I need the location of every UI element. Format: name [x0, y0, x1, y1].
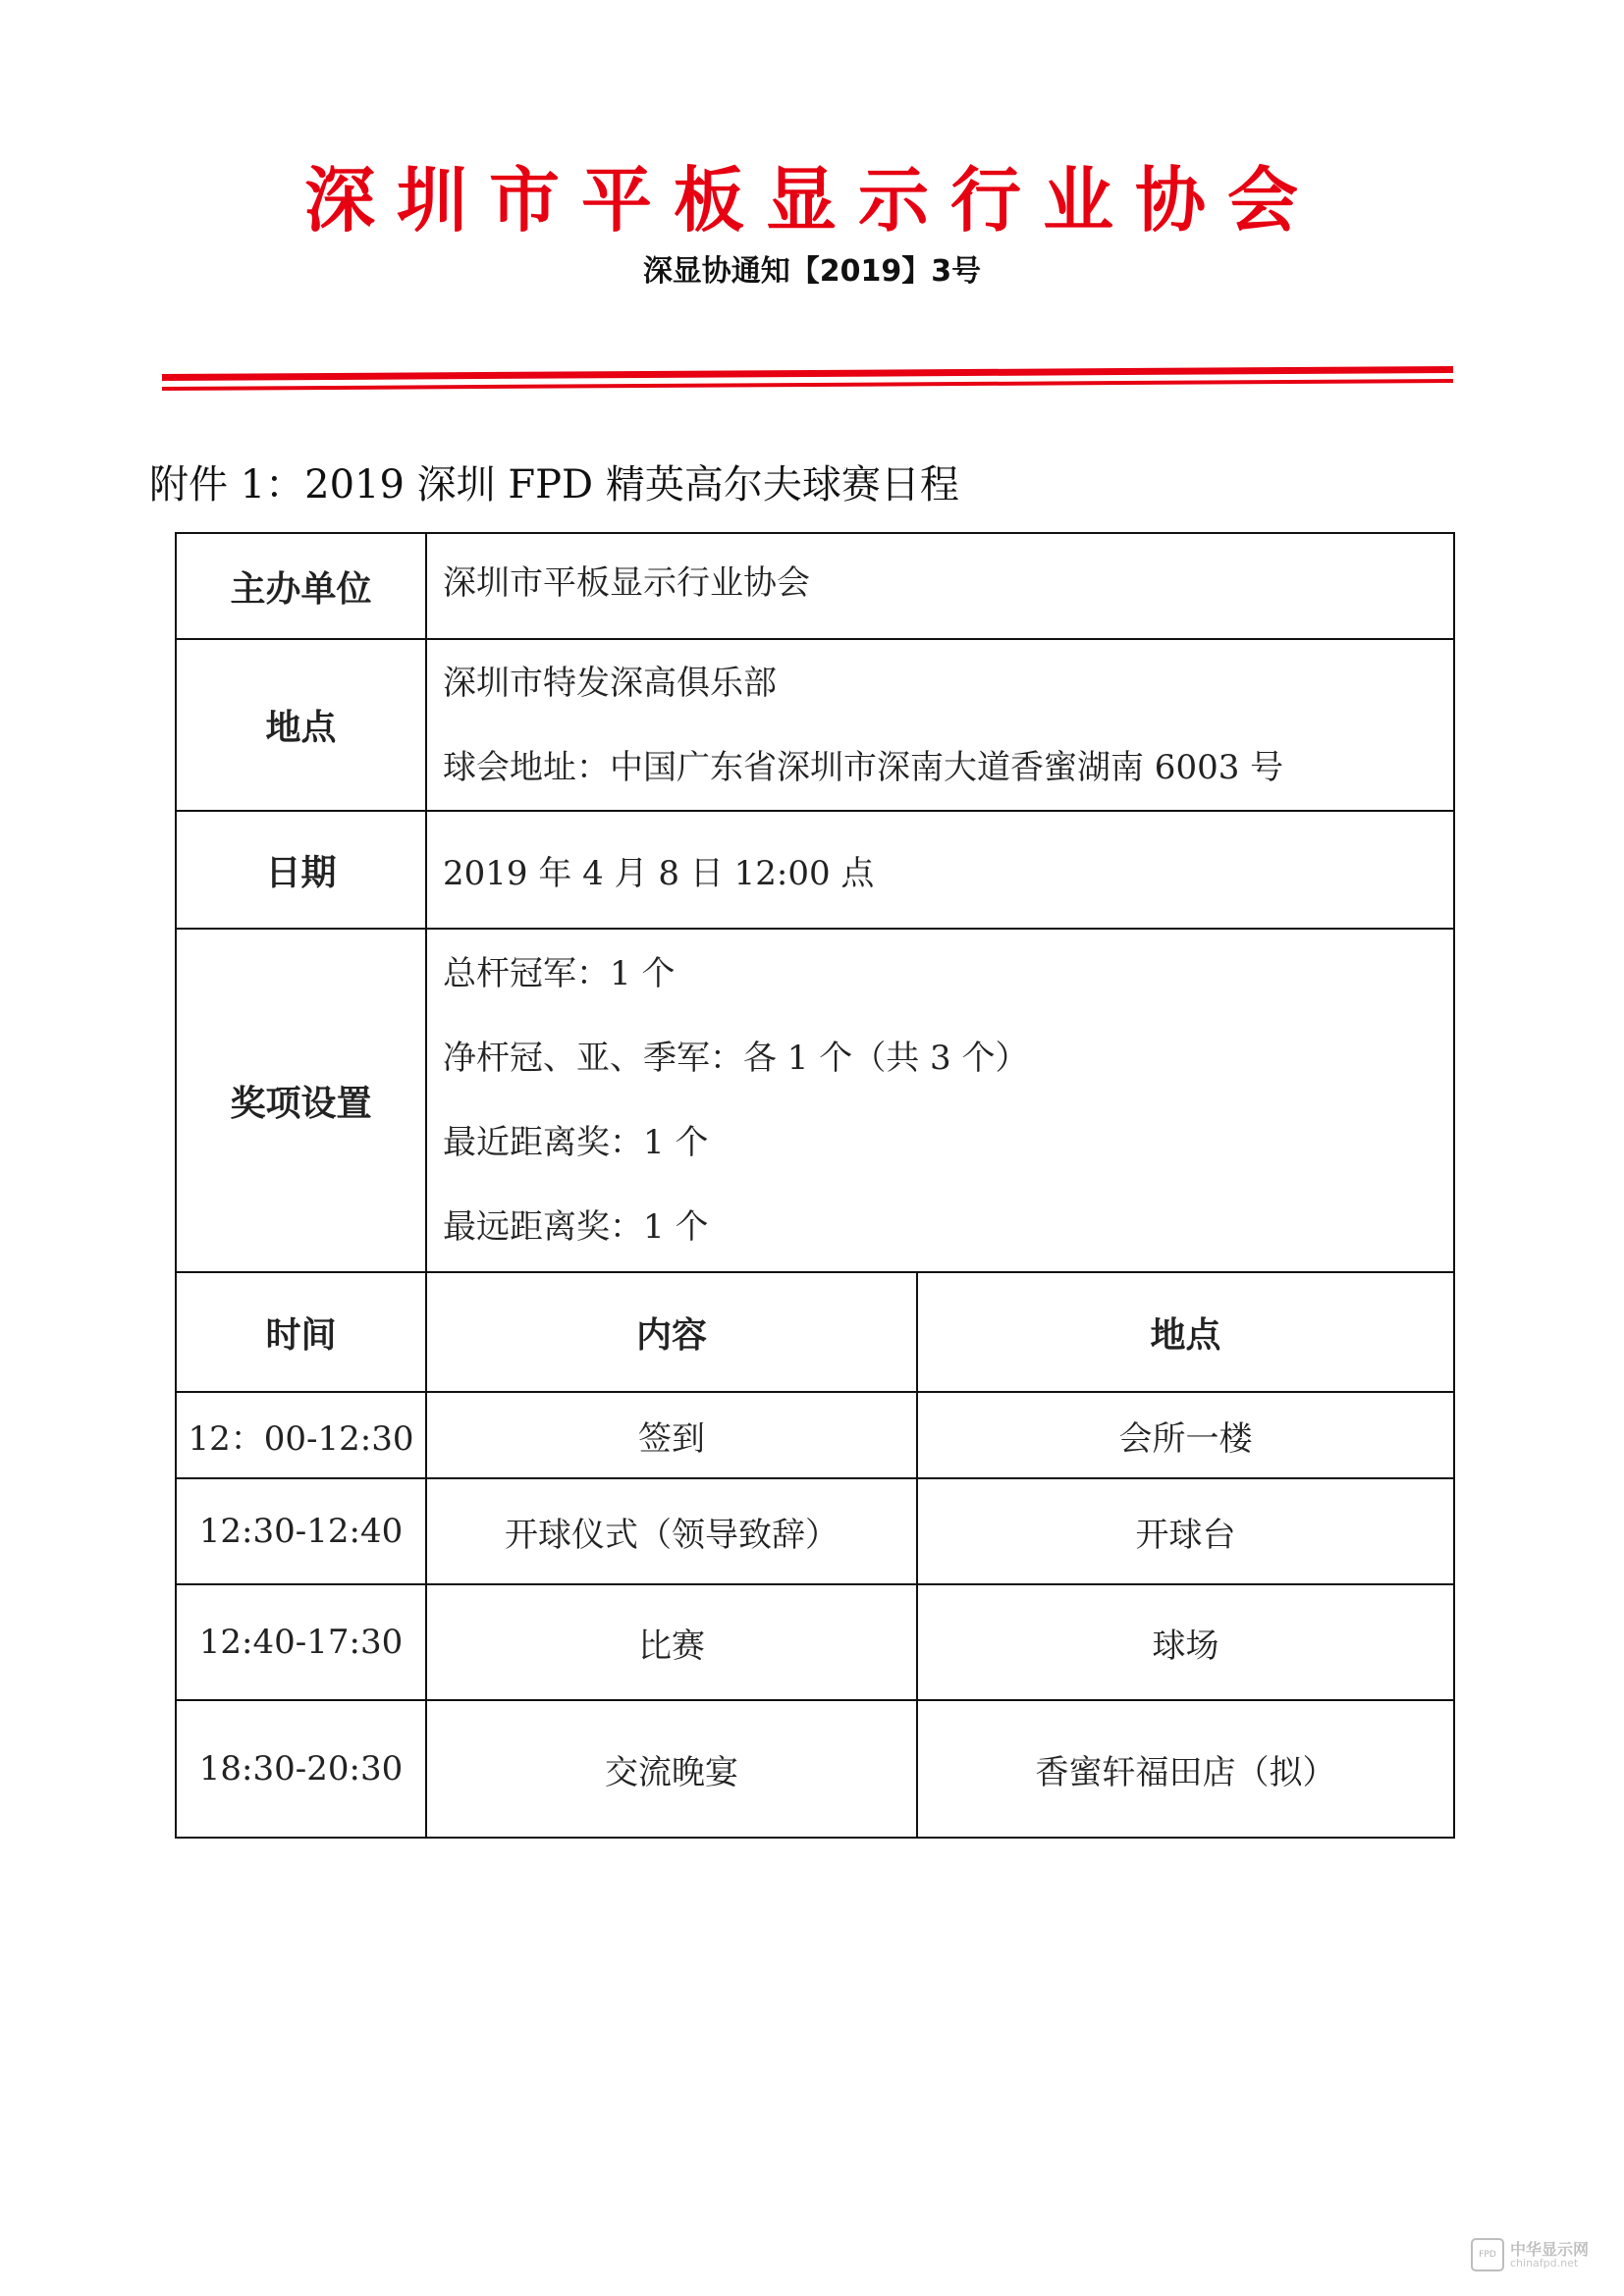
schedule-time: 12：00-12:30: [176, 1392, 426, 1478]
venue-name: 深圳市特发深高俱乐部: [443, 663, 777, 703]
header-place: 地点: [917, 1272, 1454, 1392]
header-time: 时间: [176, 1272, 426, 1392]
schedule-time: 12:30-12:40: [176, 1478, 426, 1584]
notice-number: 深显协通知【2019】3号: [642, 254, 982, 289]
schedule-time: 18:30-20:30: [176, 1700, 426, 1838]
awards-row: [176, 929, 1454, 1272]
award-item: 最远距离奖：1 个: [443, 1207, 709, 1247]
schedule-content: 开球仪式（领导致辞）: [426, 1478, 917, 1584]
award-item: 最近距离奖：1 个: [443, 1123, 709, 1162]
venue-label: 地点: [176, 639, 426, 811]
schedule-content: 交流晚宴: [426, 1700, 917, 1838]
schedule-place: 香蜜轩福田店（拟）: [917, 1700, 1454, 1838]
awards-label: 奖项设置: [176, 929, 426, 1272]
table-row: [176, 1584, 1454, 1700]
organizer-row: [176, 533, 1454, 639]
schedule-header-row: [176, 1272, 1454, 1392]
organizer-value: 深圳市平板显示行业协会: [426, 533, 1454, 639]
table-row: [176, 1700, 1454, 1838]
venue-value: [426, 639, 1454, 811]
award-item: 总杆冠军：1 个: [443, 954, 676, 993]
schedule-place: 球场: [917, 1584, 1454, 1700]
watermark-brand-en: chinafpd.net: [1510, 2256, 1579, 2269]
schedule-table: [175, 532, 1455, 1839]
awards-list: [426, 929, 1454, 1272]
organizer-label: 主办单位: [176, 533, 426, 639]
table-row: [176, 1392, 1454, 1478]
org-title: 深圳市平板显示行业协会: [303, 159, 1320, 241]
fpd-monitor-icon: FPD: [1471, 2238, 1504, 2271]
schedule-place: 开球台: [917, 1478, 1454, 1584]
date-row: [176, 811, 1454, 929]
venue-row: [176, 639, 1454, 811]
watermark-brand-cn: 中华显示网: [1510, 2239, 1590, 2259]
header-content: 内容: [426, 1272, 917, 1392]
schedule-time: 12:40-17:30: [176, 1584, 426, 1700]
venue-address: 球会地址：中国广东省深圳市深南大道香蜜湖南 6003 号: [443, 747, 1284, 787]
schedule-content: 比赛: [426, 1584, 917, 1700]
date-label: 日期: [176, 811, 426, 929]
site-watermark: [1471, 2235, 1608, 2274]
schedule-content: 签到: [426, 1392, 917, 1478]
table-row: [176, 1478, 1454, 1584]
date-value: 2019 年 4 月 8 日 12:00 点: [426, 811, 1454, 929]
attachment-title: 附件 1：2019 深圳 FPD 精英高尔夫球赛日程: [149, 462, 959, 507]
schedule-place: 会所一楼: [917, 1392, 1454, 1478]
header-divider-thin: [162, 379, 1453, 391]
header-divider-thick: [162, 366, 1453, 381]
award-item: 净杆冠、亚、季军：各 1 个（共 3 个）: [443, 1039, 1029, 1078]
